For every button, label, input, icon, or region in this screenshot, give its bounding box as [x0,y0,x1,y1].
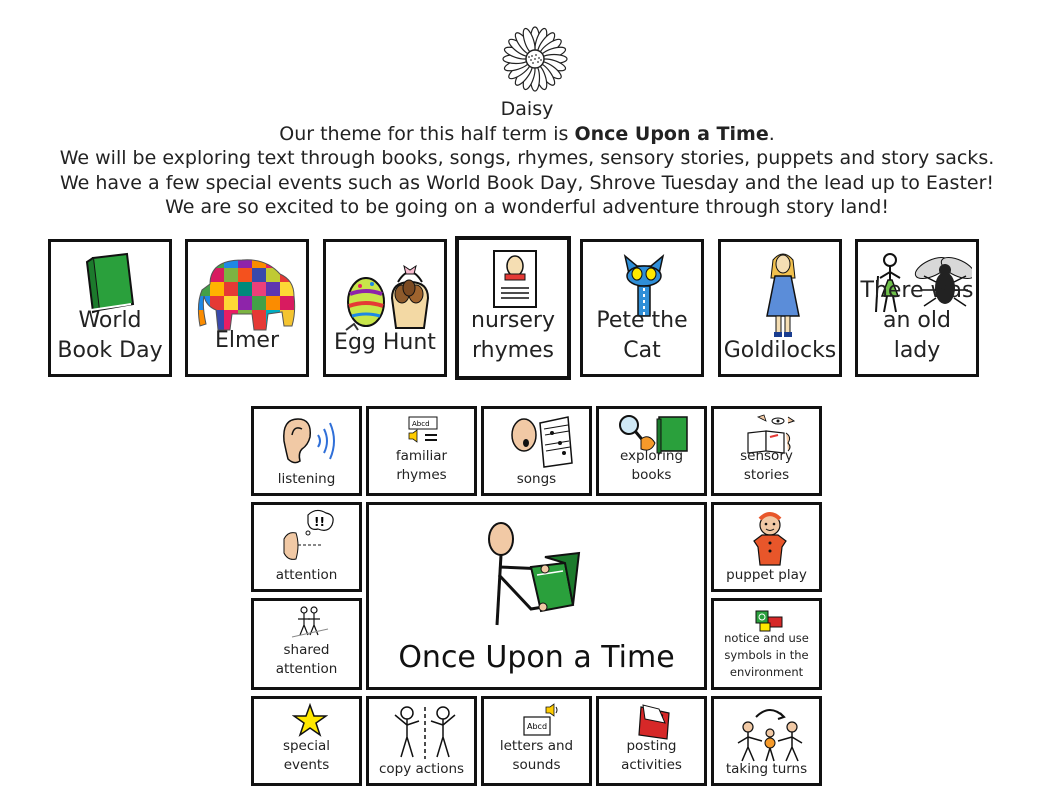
intro-line-4: We are so excited to be going on a wonderful adventure through story land! [165,196,889,218]
abcd-label: Abcd [412,420,430,428]
topic-card-nursery-rhymes [455,236,571,380]
puppet-icon [748,511,792,567]
topic-card-old-lady [855,239,979,377]
topic-label: Elmer [214,328,280,353]
cell-shared-attention [251,598,362,690]
patchwork-elephant-icon [196,254,302,334]
cell-exploring-books [596,406,707,496]
postbox-icon [635,703,675,741]
class-name: Daisy [500,98,554,120]
text-equals-icon [407,415,441,445]
nursery-rhyme-book-icon [493,250,537,308]
cell-songs [481,406,592,496]
topic-label: Goldilocks [723,338,837,363]
cell-posting-activities [596,696,707,786]
cell-attention [251,502,362,592]
book-icon [83,252,139,314]
mirror-people-icon [391,703,459,761]
topic-card-egg-hunt [323,239,447,377]
topic-label: There was an old lady [860,278,974,363]
person-reading-book-icon [471,517,611,627]
cell-label: notice and use symbols in the environment [724,631,809,679]
abcd-label: Abcd [527,722,548,731]
theme-name: Once Upon a Time [574,122,769,145]
cell-label: special events [282,738,331,773]
topic-card-pete-the-cat [580,239,704,377]
girl-icon [765,250,801,340]
theme-line: Our theme for this half term is Once Upon a Time. [279,122,775,145]
turn-taking-icon [736,703,804,763]
cell-label: listening [277,471,336,487]
singing-music-icon [508,413,574,469]
topic-label: Egg Hunt [334,330,436,355]
center-title: Once Upon a Time [398,640,675,675]
cell-label: sensory stories [740,448,793,483]
cell-label: taking turns [725,761,808,777]
cell-familiar-rhymes [366,406,477,496]
cell-label: exploring books [619,448,684,483]
intro-text [0,97,1054,220]
cell-label: posting activities [621,738,682,773]
topic-card-goldilocks [718,239,842,377]
cell-label: letters and sounds [499,738,574,773]
cell-notice-symbols [711,598,822,690]
cell-label: attention [275,567,338,583]
cell-puppet-play [711,502,822,592]
intro-line-2: We will be exploring text through books, songs, rhymes, sensory stories, puppets and story sacks. [59,147,995,169]
intro-line-3: We have a few special events such as World Book Day, Shrove Tuesday and the lead up to Easter! [59,171,995,194]
cell-special-events [251,696,362,786]
cell-label: copy actions [378,761,465,777]
topic-label: Pete the Cat [596,308,688,363]
topic-card-world-book-day [48,239,172,377]
text-sound-icon [520,703,560,739]
cell-label: songs [516,471,557,487]
thinking-face-icon [282,509,338,565]
topic-card-elmer [185,239,309,377]
svg-text:!!: !! [314,515,325,529]
cell-copy-actions [366,696,477,786]
daisy-flower-icon [502,26,568,92]
ear-icon [278,415,342,467]
cell-label: familiar rhymes [395,448,448,483]
cell-taking-turns [711,696,822,786]
easter-eggs-icon [342,258,434,334]
cell-label: shared attention [275,642,338,677]
cell-listening [251,406,362,496]
topic-label: World Book Day [57,308,163,363]
cell-letters-sounds [481,696,592,786]
cell-sensory-stories [711,406,822,496]
cell-center-theme [366,502,707,690]
walking-people-icon [290,605,330,641]
topic-label: nursery rhymes [471,308,555,363]
star-icon [292,703,328,739]
cell-label: puppet play [726,567,807,583]
